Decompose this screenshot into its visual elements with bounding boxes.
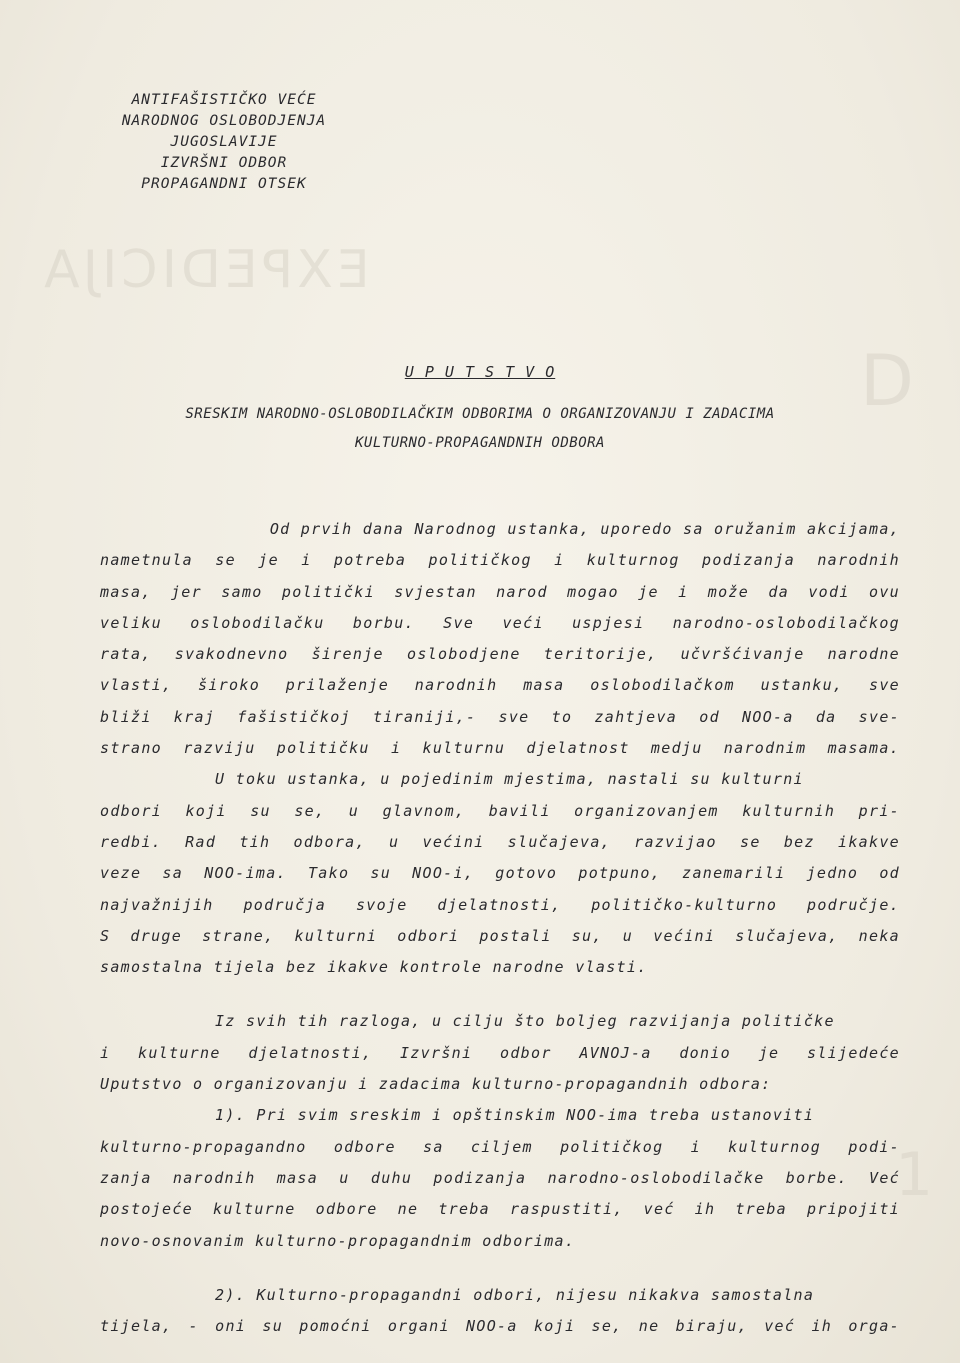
text-line: 2). Kulturno-propagandni odbori, nijesu nikakva samostalna	[215, 1285, 815, 1304]
text-line: strano razviju političku i kulturnu djelatnost medju narodnim masama.	[100, 739, 900, 758]
text-line: rata, svakodnevno širenje oslobodjene teritorije, učvršćivanje narodne	[100, 645, 900, 664]
text-line: S druge strane, kulturni odbori postali su, u većini slučajeva, neka	[100, 926, 900, 945]
text-line: samostalna tijela bez ikakve kontrole narodne vlasti.	[100, 958, 648, 977]
text-line: novo-osnovanim kulturno-propagandnim odborima.	[100, 1231, 576, 1250]
text-line: masa, jer samo politički svjestan narod mogao je i može da vodi ovu	[100, 582, 900, 601]
text-line: vlasti, široko prilaženje narodnih masa oslobodilačkom ustanku, sve	[100, 676, 900, 695]
text-line: postojeće kulturne odbore ne treba raspustiti, već ih treba pripojiti	[100, 1200, 900, 1219]
text-line: zanja narodnih masa u duhu podizanja narodno-oslobodilačke borbe. Već	[100, 1168, 900, 1187]
text-line: Iz svih tih razloga, u cilju što boljeg razvijanja političke	[215, 1012, 835, 1031]
text-line: najvažnijih područja svoje djelatnosti, političko-kulturno područje.	[100, 895, 900, 914]
text-line: Uputstvo o organizovanju i zadacima kulturno-propagandnih odbora:	[100, 1075, 772, 1094]
subtitle-line: SRESKIM NARODNO-OSLOBODILAČKIM ODBORIMA O ORGANIZOVANJU I ZADACIMA	[185, 406, 775, 422]
document-body	[100, 514, 900, 1342]
text-line: 1). Pri svim sreskim i opštinskim NOO-ima treba ustanoviti	[215, 1106, 815, 1125]
text-line: odbori koji su se, u glavnom, bavili organizovanjem kulturnih pri-	[100, 801, 900, 820]
bleed-through-mark: 1	[895, 1140, 938, 1210]
text-line: U toku ustanka, u pojedinim mjestima, nastali su kulturni	[215, 770, 804, 789]
text-line: veze sa NOO-ima. Tako su NOO-i, gotovo potpuno, zanemarili jedno od	[100, 864, 900, 883]
letterhead-line: NARODNOG OSLOBODJENJA	[121, 113, 327, 129]
text-line: redbi. Rad tih odbora, u većini slučajeva, razvijao se bez ikakve	[100, 832, 900, 851]
text-line: veliku oslobodilačku borbu. Sve veći uspjesi narodno-oslobodilačkog	[100, 613, 900, 632]
document-subtitle	[0, 400, 960, 458]
letterhead-line: IZVRŠNI ODBOR	[160, 155, 288, 171]
text-line: i kulturne djelatnosti, Izvršni odbor AVNOJ-a donio je slijedeće	[100, 1043, 900, 1062]
letterhead-line: JUGOSLAVIJE	[170, 134, 278, 150]
text-line: kulturno-propagandno odbore sa ciljem političkog i kulturnog podi-	[100, 1137, 900, 1156]
document-title: U P U T S T V O	[404, 363, 556, 381]
letterhead-line: PROPAGANDNI OTSEK	[141, 176, 307, 192]
bleed-through-mark: D	[860, 340, 918, 422]
text-line: bliži kraj fašističkoj tiraniji,- sve to zahtjeva od NOO-a da sve-	[100, 707, 900, 726]
bleed-through-text: EXPEDICIJA	[40, 240, 370, 300]
subtitle-line: KULTURNO-PROPAGANDNIH ODBORA	[354, 435, 605, 451]
text-line: tijela, - oni su pomoćni organi NOO-a koji se, ne biraju, već ih orga-	[100, 1317, 900, 1336]
letterhead	[98, 90, 350, 195]
letterhead-line: ANTIFAŠISTIČKO VEĆE	[131, 92, 317, 108]
text-line: Od prvih dana Narodnog ustanka, uporedo sa oružanim akcijama,	[269, 520, 900, 538]
text-line: nametnula se je i potreba političkog i kulturnog podizanja narodnih	[100, 551, 900, 570]
